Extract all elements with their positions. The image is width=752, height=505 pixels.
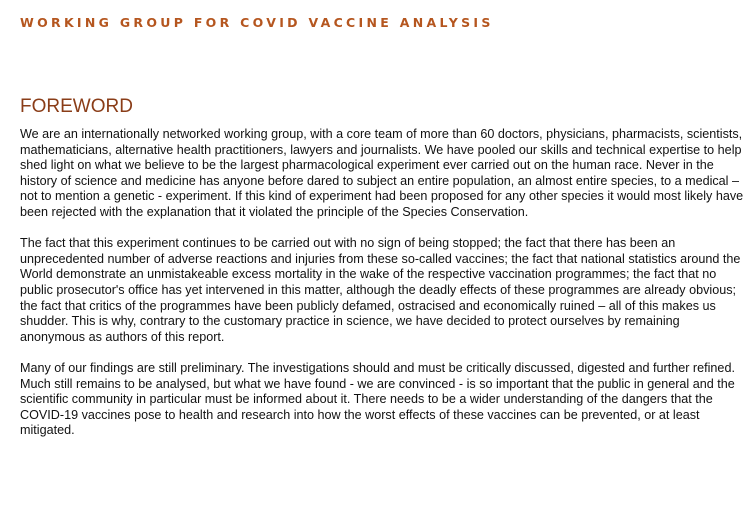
paragraph-1: We are an internationally networked working group, with a core team of more than 60 doctors, physicians, pharmacists, scientists, mathematicians, alternative health practitioners, lawyers and journalists. We have pooled our skills and technical expertise to help shed light on what we believe to be the largest pharmacological experiment ever carried out on the human race. Never in the history of science and medicine has anyone before dared to subject an entire population, an almost entire species, to a medical – not to mention a genetic - experiment. If this kind of experiment had been proposed for any other species it would most likely have been rejected with the explanation that it violated the principle of the Species Conservation. [20,127,744,219]
section-title: FOREWORD [20,96,133,117]
paragraph-2: The fact that this experiment continues to be carried out with no sign of being stopped; the fact that there has been an unprecedented number of adverse reactions and injuries from these so-called vaccines; the fact that national statistics around the World demonstrate an unmistakeable excess mortality in the wake of the respective vaccination programmes; the fact that no public prosecutor's office has yet intervened in this matter, although the deadly effects of these programmes are already obvious; the fact that critics of the programmes have been publicly defamed, ostracised and economically ruined – all of this makes us shudder. This is why, contrary to the customary practice in science, we have decided to protect ourselves by remaining anonymous as authors of this report. [20,236,741,344]
foreword-body [20,127,746,439]
paragraph-3: Many of our findings are still preliminary. The investigations should and must be critically discussed, digested and further refined. Much still remains to be analysed, but what we have found - we are convinced - is so important that the public in general and the scientific community in particular must be informed about it. There needs to be a wider understanding of the dangers that the COVID-19 vaccines pose to health and research into how the worst effects of these vaccines can be prevented, or at least mitigated. [20,360,735,438]
organization-header: WORKING GROUP FOR COVID VACCINE ANALYSIS [20,15,494,30]
